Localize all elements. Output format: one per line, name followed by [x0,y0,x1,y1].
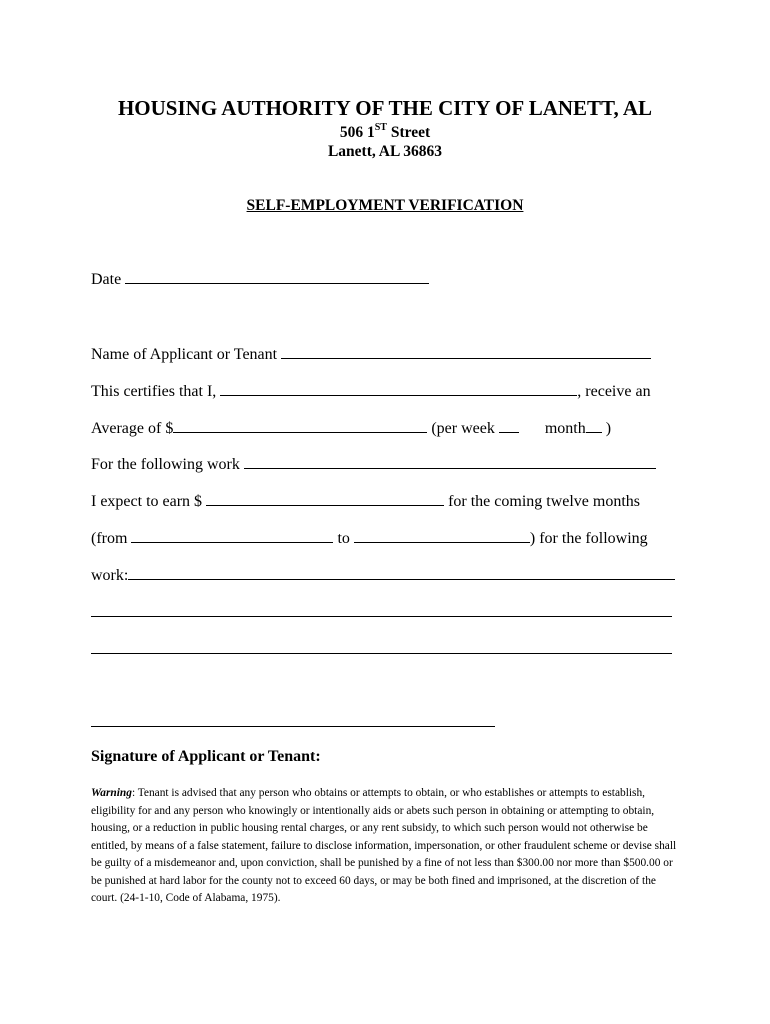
expect-suffix: for the coming twelve months [444,493,641,510]
address-line-1 [0,122,770,142]
average-label: Average of $ [91,420,174,437]
certify-suffix: , receive an [577,383,651,400]
work-field[interactable] [244,454,656,469]
name-label: Name of Applicant or Tenant [91,346,278,363]
address-superscript: ST [374,122,387,133]
name-field[interactable] [281,344,651,359]
work-description-line-2[interactable] [91,616,672,617]
warning-label: Warning [91,787,132,799]
per-close: ) [601,420,612,437]
average-amount-field[interactable] [173,418,427,433]
certify-label: This certifies that I, [91,383,217,400]
from-label: (from [91,530,128,547]
warning-paragraph [91,785,683,908]
document-title: HOUSING AUTHORITY OF THE CITY OF LANETT, AL [117,96,653,120]
work-description-row [91,565,675,585]
period-row [91,528,648,548]
work-row [91,454,656,474]
certify-row [91,381,651,401]
expect-label: I expect to earn $ [91,493,203,510]
to-date-field[interactable] [354,528,530,543]
signature-line[interactable] [91,726,495,727]
warning-text: : Tenant is advised that any person who obtains or attempts to obtain, or who establishes or attempts to establish, eligibility for and any person who knowingly or intentionally aids or abets such person in obtaining or attempting to obtain, housing, or a reduction in public housing rental charges, or any rent subsidy, to which such person would not otherwise be entitled, by means of a false statement, failure to disclose information, impersonation, or other fraudulent scheme or devise shall be guilty of a misdemeanor and, upon conviction, shall be punished by a fine of not less than $300.00 nor more than $500.00 or be punished at hard labor for the county not to exceed 60 days, or may be both fined and imprisoned, at the discretion of the court. (24-1-10, Code of Alabama, 1975). [91,787,677,904]
date-label: Date [91,271,122,288]
address-number: 506 1 [339,124,375,141]
form-title: SELF-EMPLOYMENT VERIFICATION [246,197,524,214]
per-month-label: month [544,420,586,437]
period-suffix: ) for the following [529,530,648,547]
per-week-label: (per week [427,420,495,437]
per-month-field[interactable] [586,418,602,433]
work-description-line-3[interactable] [91,653,672,654]
average-row [91,418,611,438]
work-label: For the following work [91,456,240,473]
signature-label: Signature of Applicant or Tenant: [91,748,321,765]
per-week-field[interactable] [499,418,519,433]
expect-row [91,491,640,511]
work-description-label: work: [91,567,129,584]
to-label: to [333,530,354,547]
address-street: Street [386,124,431,141]
expect-amount-field[interactable] [206,491,444,506]
certify-name-field[interactable] [220,381,577,396]
name-row [91,344,651,364]
date-row [91,269,429,289]
date-field[interactable] [125,269,429,284]
from-date-field[interactable] [131,528,333,543]
address-line-2: Lanett, AL 36863 [327,143,443,160]
work-description-field[interactable] [128,565,675,580]
